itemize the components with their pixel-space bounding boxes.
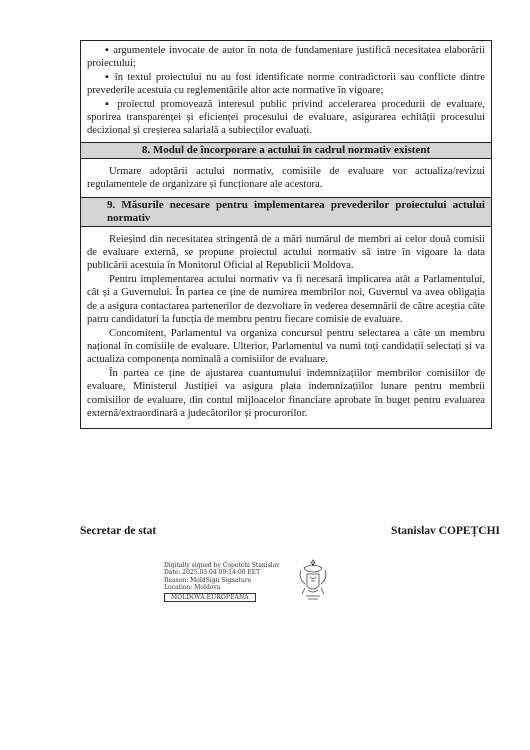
signature-reason: Reason: MoldSign Signature	[164, 576, 252, 584]
section-9-paragraph: Reieșind din necesitatea stringentă de a mări numărul de membri ai celor două comisii de evaluare externă, se propune proiectul actului normativ să intre în vigoare la data publicării acestuia în Monitorul Oficial al Republicii Moldova.	[87, 233, 485, 272]
signature-badge: MOLDOVA EUROPEANĂ	[164, 593, 256, 602]
coat-of-arms-icon	[296, 558, 330, 604]
digital-signature-block	[164, 562, 314, 602]
section-9-body	[81, 227, 491, 429]
section-9-title: 9. Măsurile necesare pentru implementarea prevederilor proiectului actului normativ	[81, 197, 491, 227]
section-9-paragraph: În partea ce ține de ajustarea cuantumului indemnizațiilor membrilor comisiilor de evaluare, Ministerul Justiției va asigura plata indemnizațiilor lunare pentru membrii comisiilor de evaluare, din contul mijloacelor financiare aprobate în buget pentru evaluarea externă/extraordinară a judecătorilor și procurorilor.	[87, 367, 485, 419]
section-8-body	[81, 159, 491, 197]
argument-bullet: ▪ în textul proiectului nu au fost identificate norme contradictorii sau conflicte dintre prevederile acestuia cu reglementările altor acte normative în vigoare;	[87, 71, 485, 97]
signature-location: Location: Moldova	[164, 584, 221, 592]
signature-date: Date: 2025.03.04 09:14:00 EET	[164, 569, 261, 577]
signature-signed-by: Digitally signed by Copețchi Stanislav	[164, 562, 280, 569]
section-8-text: Urmare adoptării actului normativ, comisiile de evaluare vor actualiza/revizui regulamentele de organizare și funcționare ale acestora.	[87, 165, 485, 191]
argument-bullet: ▪ proiectul promovează interesul public privind accelerarea procedurii de evaluare, sporirea transparenței și eficienței procesului de evaluare, asigurarea echității procesului decizional și creșterea salarială a subiecților evaluați.	[87, 98, 485, 137]
argument-bullet: ▪ argumentele invocate de autor în nota de fundamentare justifică necesitatea elaborării proiectului;	[87, 45, 485, 70]
note-table	[80, 40, 492, 429]
section-9-paragraph: Pentru implementarea actului normativ va fi necesară implicarea atât a Parlamentului, cât și a Guvernului. În partea ce ține de numirea membrilor noi, Guvernul va avea obligația de a asigura contactarea partenerilor de dezvoltare în vederea desemnării de către aceștia câte patru candidaturi la funcția de membru pentru fiecare comisie de evaluare.	[87, 273, 485, 326]
section-7-continuation	[81, 41, 491, 142]
signatory-name: Stanislav COPEȚCHI	[391, 525, 500, 537]
section-9-paragraph: Concomitent, Parlamentul va organiza concursul pentru selectarea a câte un membru național în comisiile de evaluare. Ulterior, Parlamentul va numi toți candidații selectați și va actualiza componența nominală a comisiilor de evaluare.	[87, 327, 485, 366]
signatory-role: Secretar de stat	[80, 525, 157, 537]
signature-row	[80, 525, 500, 541]
section-8-title: 8. Modul de încorporare a actului în cadrul normativ existent	[81, 142, 491, 159]
